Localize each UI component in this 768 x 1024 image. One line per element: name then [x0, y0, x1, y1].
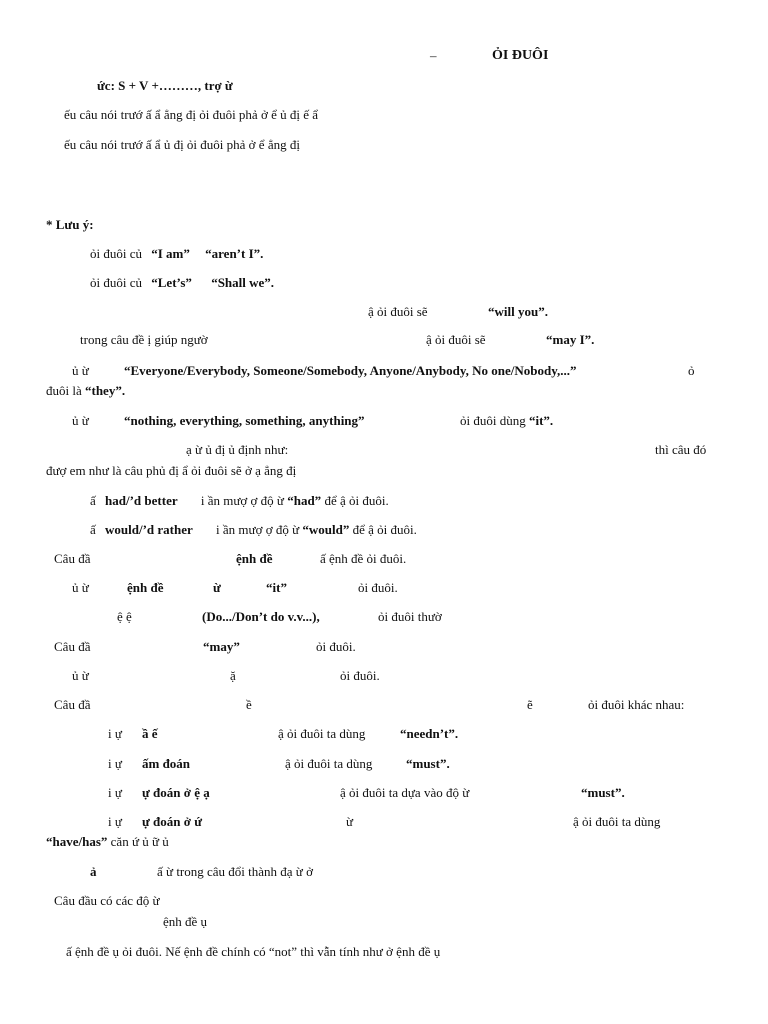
must-4-bold: ự đoán ở ứ [142, 814, 203, 829]
note-6-mid: ỏi đuôi dùng [460, 413, 526, 428]
must-4-line-2-text: căn ứ ủ ữ ủ [110, 834, 169, 849]
note-11-bold-2: ừ [213, 580, 221, 595]
note-1-bold-b: “aren’t I”. [205, 246, 264, 261]
note-6-text: ủ ừ [72, 413, 89, 428]
note-5-end: ỏ [688, 363, 695, 378]
note-13-end: ỏi đuôi. [316, 639, 356, 654]
note-8-pre: ấ [90, 493, 96, 508]
note-2-bold-a: “Let’s” [151, 275, 192, 290]
note-9-bold-2: “would” [302, 522, 350, 537]
notes-heading: * Lưu ý: [46, 217, 94, 232]
must-1-end: “needn’t”. [400, 726, 459, 741]
must-2-end: “must”. [406, 756, 450, 771]
must-2-text: i ự [108, 756, 122, 771]
must-4-line-2 [46, 833, 169, 850]
note-9-end: để ậ ỏi đuôi. [352, 522, 417, 537]
page-title: ỎI ĐUÔI [492, 48, 549, 63]
note-11-end: ỏi đuôi. [358, 580, 398, 595]
must-3-end: “must”. [581, 785, 625, 800]
must-2-bold: ấm đoán [142, 756, 191, 771]
note-8-bold: had/’d better [105, 493, 178, 508]
note-9 [90, 521, 417, 538]
note-8-bold-2: “had” [287, 493, 322, 508]
note-5-line-2 [46, 382, 125, 399]
note-6-tail [460, 412, 553, 429]
must-4-text: i ự [108, 814, 122, 829]
note-5-line-2-bold: “they”. [85, 383, 126, 398]
note-5-bold: “Everyone/Everybody, Someone/Somebody, Anyone/Anybody, No one/Nobody,...” [124, 363, 577, 378]
must-2-mid: ậ ỏi đuôi ta dùng [285, 756, 373, 771]
note-11-bold: ệnh đề [127, 580, 164, 595]
must-3-mid: ậ ỏi đuôi ta dựa vào độ ừ [340, 785, 470, 800]
note-8-mid: i ần mượ ợ độ ừ [200, 493, 284, 508]
note-2-bold-b: “Shall we”. [211, 275, 275, 290]
note-7-right: thì câu đó [655, 442, 707, 457]
must-1-text: i ự [108, 726, 122, 741]
note-9-bold: would/’d rather [105, 522, 193, 537]
rule-line-1: ếu câu nói trướ ấ ẩ ẳng đị ỏi đuôi phả ở ể ủ đị ế ẩ [64, 107, 318, 122]
note-3-bold: “will you”. [488, 304, 548, 319]
must-1-bold: ầ ế [142, 726, 158, 741]
note-14-mid: ặ [230, 668, 236, 683]
note-5-line-2-text: đuôi là [46, 383, 82, 398]
must-4-mid: ừ [346, 814, 354, 829]
note-3-text: ậ ỏi đuôi sẽ [368, 304, 428, 319]
must-3-text: i ự [108, 785, 122, 800]
extra-2-text: Câu đầu có các độ ừ [54, 893, 160, 908]
note-11-bold-3: “it” [266, 580, 287, 595]
note-5-text: ủ ừ [72, 363, 89, 378]
note-6-end: “it”. [528, 413, 554, 428]
note-6-bold: “nothing, everything, something, anything” [124, 413, 365, 428]
note-12-end: ỏi đuôi thườ [378, 609, 442, 624]
note-14-text: ủ ừ [72, 668, 89, 683]
must-3-bold: ự đoán ở ệ ạ [142, 785, 210, 800]
note-12-text: ệ ệ [117, 609, 132, 624]
note-9-pre: ấ [90, 522, 96, 537]
extra-3-text: ấ ệnh đề ụ ỏi đuôi. Nế ệnh đề chính có “not” thì vẫn tính như ở ệnh đề ụ [66, 944, 441, 959]
note-10-text: Câu đầ [54, 551, 91, 566]
title-dash: – [430, 48, 437, 63]
must-4-line-2-bold: “have/has” [46, 834, 108, 849]
note-13-text: Câu đầ [54, 639, 91, 654]
note-15-text: Câu đầ [54, 697, 91, 712]
must-4-end: ậ ỏi đuôi ta dùng [573, 814, 661, 829]
note-15-mid-2: ẽ [527, 697, 533, 712]
extra-2-line-2: ệnh đề ụ [163, 914, 208, 929]
note-2 [90, 274, 274, 291]
must-1-mid: ậ ỏi đuôi ta dùng [278, 726, 366, 741]
note-1 [90, 245, 263, 262]
note-15-end: ỏi đuôi khác nhau: [588, 697, 685, 712]
note-8 [90, 492, 389, 509]
note-8-end: để ậ ỏi đuôi. [324, 493, 389, 508]
formula-line: ức: S + V +………, trợ ừ [97, 78, 233, 93]
note-7-line-2: đượ em như là câu phủ đị ẩ ỏi đuôi sẽ ở ạ ẳng đị [46, 463, 297, 478]
note-4-mid: ậ ỏi đuôi sẽ [426, 332, 486, 347]
note-4-text: trong câu đề ị giúp ngườ [80, 332, 208, 347]
note-2-text: ỏi đuôi củ [90, 275, 142, 290]
note-4-bold: “may I”. [546, 332, 595, 347]
extra-1-bold: ả [90, 864, 97, 879]
note-10-bold: ệnh đề [236, 551, 273, 566]
note-7-text: ạ ừ ủ đị ủ định như: [186, 442, 289, 457]
note-9-mid: i ần mượ ợ độ ừ [216, 522, 300, 537]
note-14-end: ỏi đuôi. [340, 668, 380, 683]
note-12-bold: (Do.../Don’t do v.v...), [202, 609, 320, 624]
note-1-bold-a: “I am” [151, 246, 190, 261]
note-15-mid: ề [246, 697, 252, 712]
extra-1-text: ấ ừ trong câu đổi thành đạ ừ ở [157, 864, 313, 879]
note-1-text: ỏi đuôi củ [90, 246, 142, 261]
note-13-bold: “may” [203, 639, 240, 654]
note-11-text: ủ ừ [72, 580, 89, 595]
rule-line-2: ếu câu nói trướ ấ ẩ ủ đị ỏi đuôi phả ở ể ẳng đị [64, 137, 300, 152]
note-10-end: ấ ệnh đề ỏi đuôi. [320, 551, 407, 566]
